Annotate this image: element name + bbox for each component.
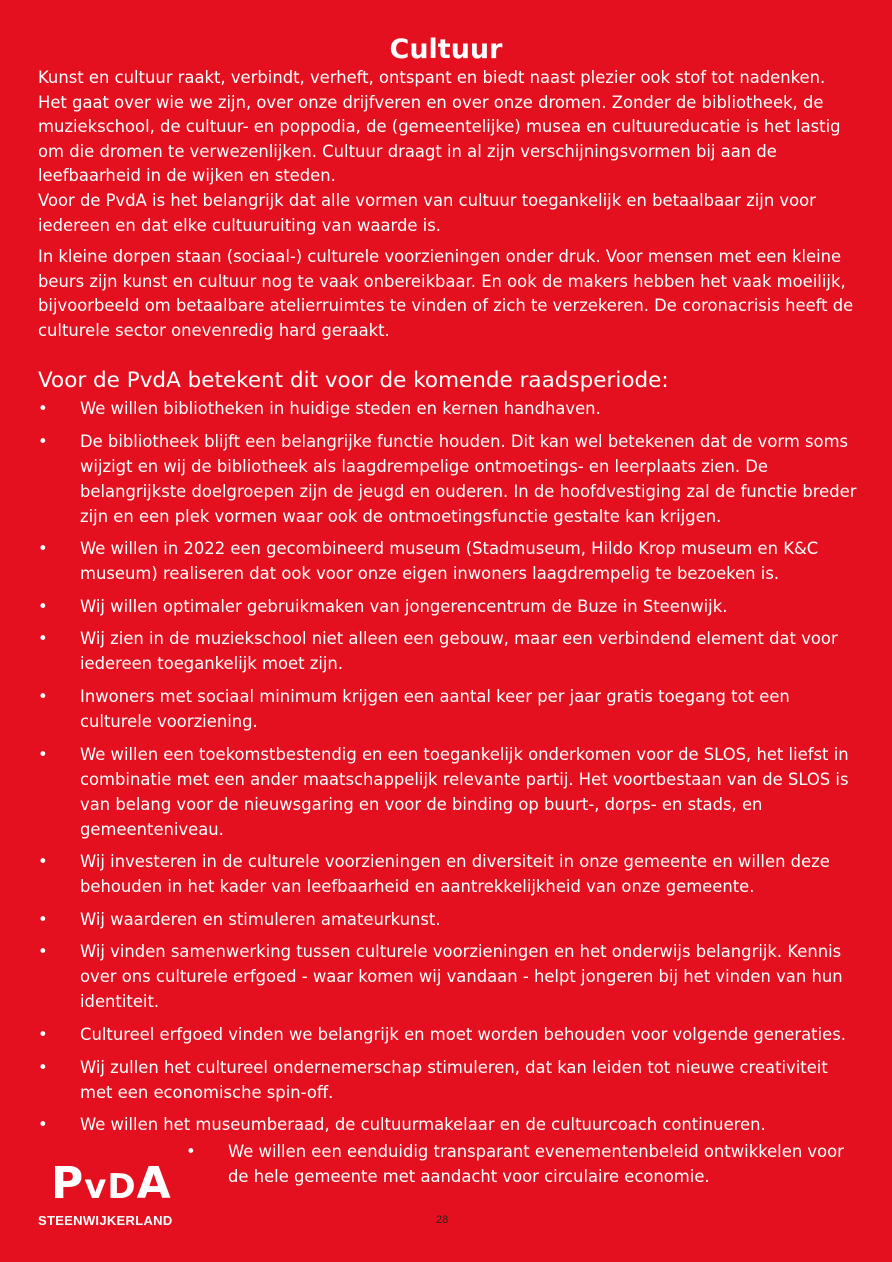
bullet-icon: • bbox=[38, 852, 48, 872]
page-number: 28 bbox=[436, 1214, 449, 1226]
bullet-icon: • bbox=[38, 431, 48, 451]
list-item bbox=[38, 684, 858, 734]
list-item-text: Wij willen optimaler gebruikmaken van jongerencentrum de Buze in Steenwijk. bbox=[80, 596, 728, 616]
list-item bbox=[186, 1139, 856, 1189]
list-item bbox=[38, 849, 858, 899]
logo-wordmark bbox=[51, 1160, 172, 1211]
bullet-icon: • bbox=[38, 686, 48, 706]
pvda-logo bbox=[38, 1160, 198, 1235]
bullet-icon: • bbox=[38, 539, 48, 559]
bullet-icon: • bbox=[38, 1115, 48, 1135]
list-item bbox=[38, 907, 858, 932]
list-item bbox=[38, 742, 858, 842]
bullet-icon: • bbox=[186, 1142, 196, 1161]
list-item bbox=[38, 939, 858, 1014]
logo-letter: P bbox=[51, 1158, 85, 1209]
list-item-text: We willen een eenduidig transparant evenementenbeleid ontwikkelen voor de hele gemeente met aandacht voor circulaire economie. bbox=[228, 1142, 844, 1186]
bullet-icon: • bbox=[38, 942, 48, 962]
list-item-text: We willen het museumberaad, de cultuurmakelaar en de cultuurcoach continueren. bbox=[80, 1115, 766, 1135]
bullet-icon: • bbox=[38, 629, 48, 649]
intro-paragraph: In kleine dorpen staan (sociaal-) culturele voorzieningen onder druk. Voor mensen met een kleine beurs zijn kunst en cultuur nog te vaak onbereikbaar. En ook de makers hebben het vaak moeilijk, bijvoorbeeld om betaalbare atelierruimtes te vinden of zich te verzekeren. De coronacrisis heeft de culturele sector onevenredig hard geraakt. bbox=[38, 247, 854, 340]
bullet-icon: • bbox=[38, 909, 48, 929]
list-item-text: Wij investeren in de culturele voorzieningen en diversiteit in onze gemeente en willen deze behouden in het kader van leefbaarheid en aantrekkelijkheid van onze gemeente. bbox=[80, 852, 830, 897]
bullet-list bbox=[38, 396, 858, 1145]
logo-letter: v bbox=[84, 1167, 108, 1207]
bullet-icon: • bbox=[38, 399, 48, 418]
list-item-text: De bibliotheek blijft een belangrijke functie houden. Dit kan wel betekenen dat de vorm soms wijzigt en wij de bibliotheek als laagdrempelige ontmoetings- en leerplaats zien. De belangrijkste doelgroepen zijn de jeugd en ouderen. In de hoofdvestiging zal de functie breder zijn en een plek vormen waar ook de ontmoetingsfunctie gestalte kan krijgen. bbox=[80, 431, 857, 526]
section-heading: Voor de PvdA betekent dit voor de komende raadsperiode: bbox=[38, 368, 669, 393]
list-item bbox=[38, 396, 858, 421]
list-item-text: Wij zien in de muziekschool niet alleen een gebouw, maar een verbindend element dat voor iedereen toegankelijk moet zijn. bbox=[80, 629, 838, 674]
page-title: Cultuur bbox=[389, 34, 503, 65]
list-item-text: Cultureel erfgoed vinden we belangrijk en moet worden behouden voor volgende generaties. bbox=[80, 1024, 846, 1044]
list-item-text: We willen bibliotheken in huidige steden en kernen handhaven. bbox=[80, 399, 601, 418]
list-item bbox=[38, 626, 858, 676]
list-item-text: Wij waarderen en stimuleren amateurkunst. bbox=[80, 909, 441, 929]
list-item bbox=[38, 536, 858, 586]
intro-paragraph: Voor de PvdA is het belangrijk dat alle vormen van cultuur toegankelijk en betaalbaar zijn voor iedereen en dat elke cultuuruiting van waarde is. bbox=[38, 190, 816, 235]
list-item bbox=[38, 1112, 858, 1137]
bullet-icon: • bbox=[38, 596, 48, 616]
logo-letter: D bbox=[107, 1167, 137, 1207]
list-item bbox=[38, 429, 858, 529]
list-item-text: We willen in 2022 een gecombineerd museum (Stadmuseum, Hildo Krop museum en K&C museum) realiseren dat ook voor onze eigen inwoners laagdrempelig te bezoeken is. bbox=[80, 539, 819, 584]
list-item bbox=[38, 594, 858, 619]
list-item-text: Wij vinden samenwerking tussen culturele voorzieningen en het onderwijs belangrijk. Kennis over ons culturele erfgoed - waar komen wij vandaan - helpt jongeren bij het vinden van hun identiteit. bbox=[80, 942, 843, 1012]
list-item-text: Wij zullen het cultureel ondernemerschap stimuleren, dat kan leiden tot nieuwe creativiteit met een economische spin-off. bbox=[80, 1057, 828, 1102]
bullet-icon: • bbox=[38, 1057, 48, 1077]
bullet-icon: • bbox=[38, 744, 48, 764]
intro-text bbox=[38, 66, 858, 351]
bullet-icon: • bbox=[38, 1024, 48, 1044]
list-item-text: We willen een toekomstbestendig en een toegankelijk onderkomen voor de SLOS, het liefst in combinatie met een ander maatschappelijk relevante partij. Het voortbestaan van de SLOS is van belang voor de nieuwsgaring en voor de binding op buurt-, dorps- en stads, en gemeenteniveau. bbox=[80, 744, 849, 839]
list-item-text: Inwoners met sociaal minimum krijgen een aantal keer per jaar gratis toegang tot een culturele voorziening. bbox=[80, 686, 790, 731]
logo-subtitle: STEENWIJKERLAND bbox=[38, 1213, 173, 1228]
intro-paragraph: Kunst en cultuur raakt, verbindt, verheft, ontspant en biedt naast plezier ook stof tot nadenken. Het gaat over wie we zijn, over onze drijfveren en over onze dromen. Zonder de bibliotheek, de muziekschool, de cultuur- en poppodia, de (gemeentelijke) musea en cultuureducatie is het lastig om die dromen te verwezenlijken. Cultuur draagt in al zijn verschijningsvormen bij aan de leefbaarheid in de wijken en steden. bbox=[38, 68, 841, 186]
logo-letter: A bbox=[136, 1158, 172, 1209]
list-item bbox=[38, 1055, 858, 1105]
list-item bbox=[38, 1022, 858, 1047]
